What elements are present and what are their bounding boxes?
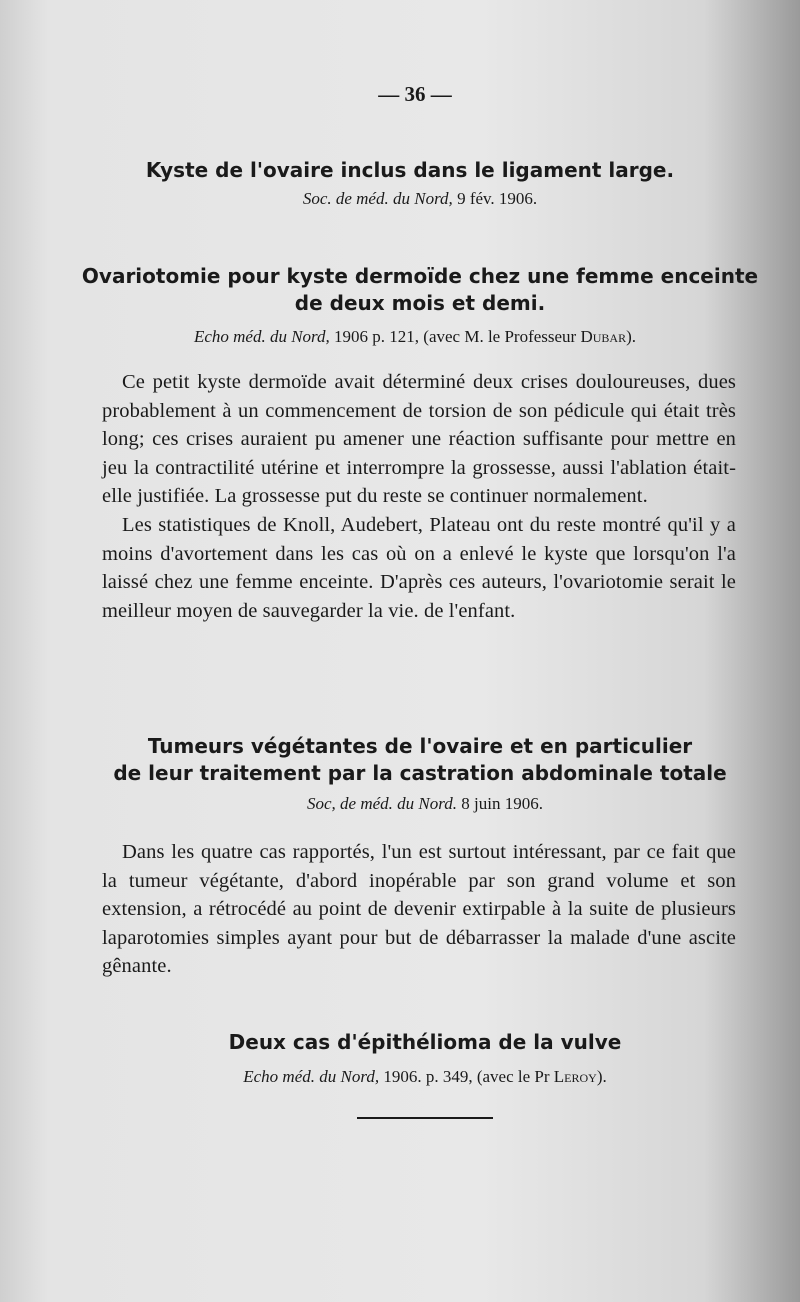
ref-details: 8 juin 1906. [457,794,543,813]
section-reference [0,188,800,210]
title-line: Tumeurs végétantes de l'ovaire et en particulier [147,734,693,758]
ref-person: Leroy [553,1067,597,1086]
title-line: de deux mois et demi. [294,291,546,315]
section-title [0,157,800,184]
ref-journal: Echo méd. du Nord, [243,1067,380,1086]
ref-person: Dubar [580,327,627,346]
ref-close: ). [626,327,637,346]
title-line: Kyste de l'ovaire inclus dans le ligament large. [145,158,675,182]
section-title [0,1029,800,1056]
ref-close: ). [596,1067,607,1086]
body-text [102,838,736,981]
ref-journal: Soc, de méd. du Nord. [307,794,458,813]
body-text [102,368,736,625]
section-reference [0,793,800,815]
paragraph: Dans les quatre cas rapportés, l'un est surtout intéressant, par ce fait que la tumeur végétante, d'abord inopérable par son grand volume et son extension, a rétrocédé au point de devenir extirpable à la suite de plusieurs laparotomies simples ayant pour but de débarrasser la malade d'une ascite gênante. [102,841,736,978]
title-line: Deux cas d'épithélioma de la vulve [228,1030,622,1054]
title-line: de leur traitement par la castration abdominale totale [113,761,727,785]
ref-details: 1906. p. 349, (avec le Pr [379,1067,554,1086]
ref-details: 1906 p. 121, (avec M. le Professeur [329,327,581,346]
ref-journal: Echo méd. du Nord, [193,327,330,346]
section-title [0,733,800,787]
page-number: — 36 — [378,82,452,106]
section-reference [0,1066,800,1088]
section-divider [357,1117,493,1119]
paragraph: Les statistiques de Knoll, Audebert, Plateau ont du reste montré qu'il y a moins d'avortement dans les cas où on a enlevé le kyste que lorsqu'on l'a laissé chez une femme enceinte. D'après ces auteurs, l'ovariotomie serait le meilleur moyen de sauvegarder la vie. de l'enfant. [102,513,736,622]
ref-details: 9 fév. 1906. [452,189,538,208]
title-line: Ovariotomie pour kyste dermoïde chez une femme enceinte [81,264,759,288]
section-title [0,263,800,317]
section-reference [0,326,800,348]
ref-journal: Soc. de méd. du Nord, [302,189,453,208]
paragraph: Ce petit kyste dermoïde avait déterminé deux crises douloureuses, dues probablement à un commencement de torsion de son pédicule qui était très long; ces crises auraient pu amener une réaction suffisante pour mettre en jeu la contractilité utérine et interrompre la grossesse, aussi l'ablation était-elle justifiée. La grossesse put du reste se continuer normalement. [102,371,736,508]
